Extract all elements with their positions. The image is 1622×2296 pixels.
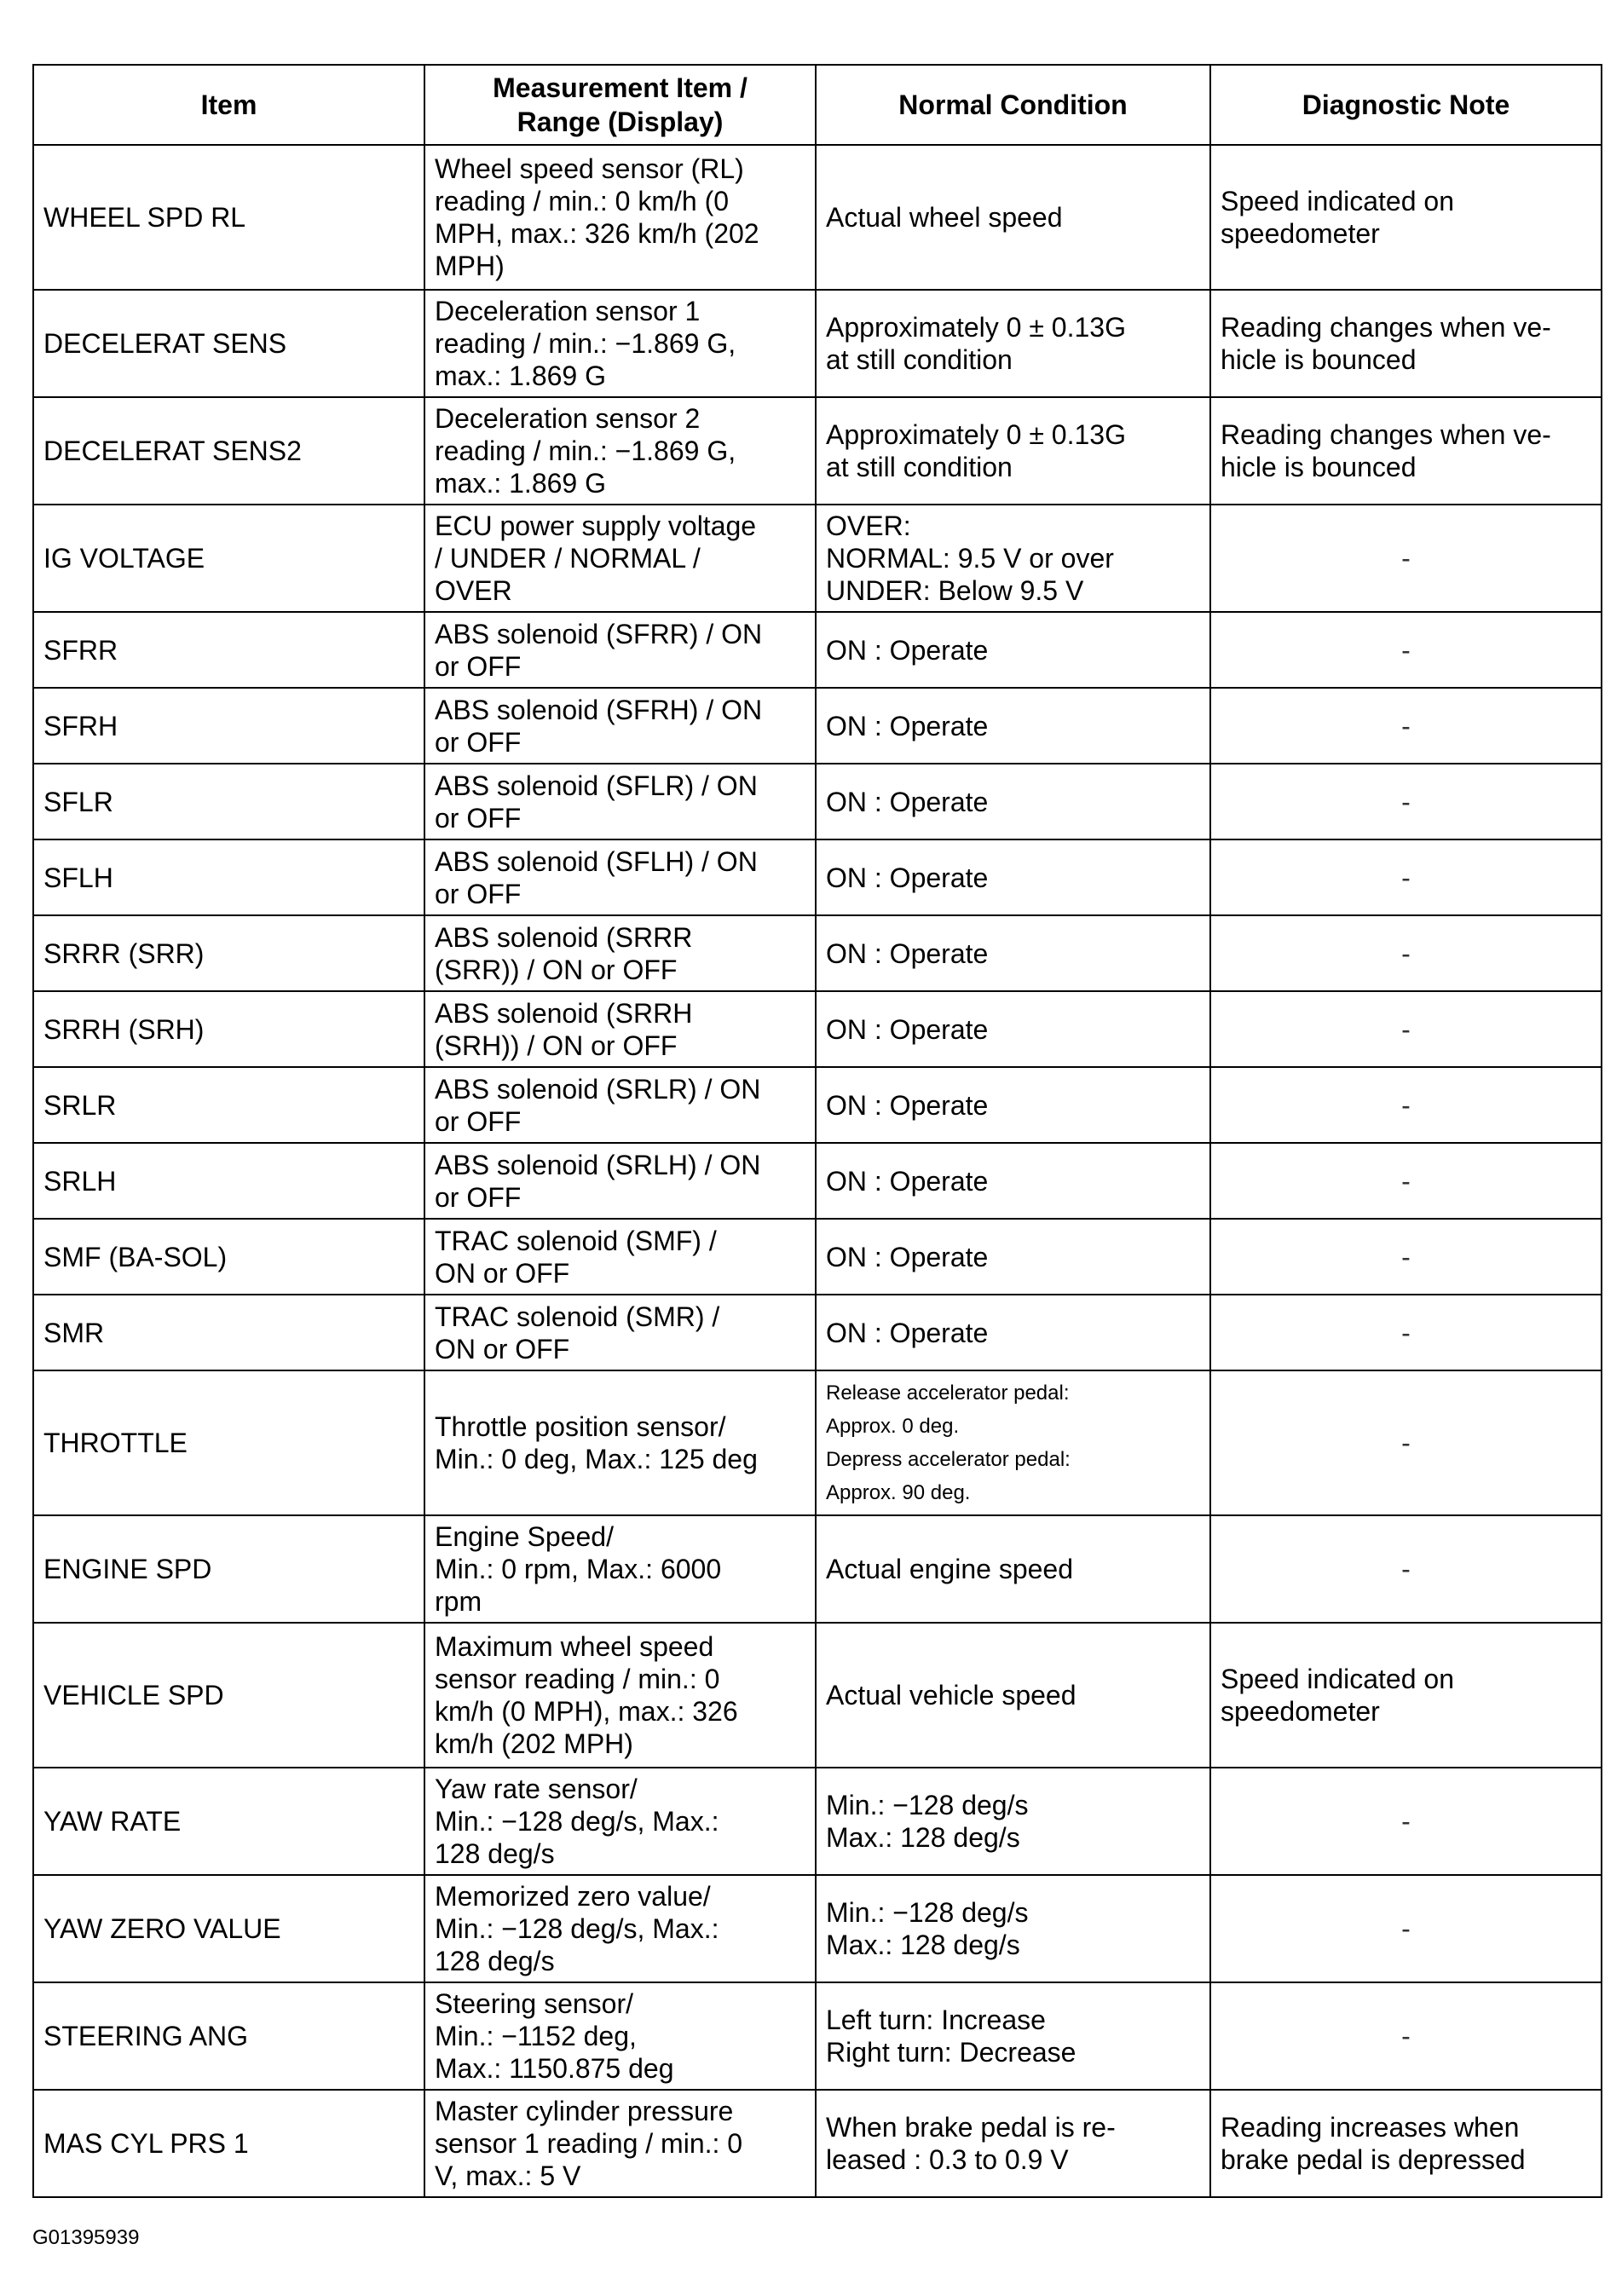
cell-diagnostic-note: - [1210, 1295, 1602, 1370]
cell-measurement: Maximum wheel speed sensor reading / min.: 0 km/h (0 MPH), max.: 326 km/h (202 MPH) [424, 1623, 816, 1768]
cell-item: SRLH [33, 1143, 424, 1219]
cell-item: SRRH (SRH) [33, 991, 424, 1067]
cell-item: SFLH [33, 839, 424, 915]
cell-item: IG VOLTAGE [33, 505, 424, 612]
cell-measurement: ABS solenoid (SFRR) / ON or OFF [424, 612, 816, 688]
cell-normal-condition: ON : Operate [816, 688, 1210, 764]
cell-diagnostic-note: - [1210, 764, 1602, 839]
cell-item: SFRR [33, 612, 424, 688]
cell-measurement: ECU power supply voltage / UNDER / NORMAL / OVER [424, 505, 816, 612]
cell-measurement: Throttle position sensor/ Min.: 0 deg, Max.: 125 deg [424, 1370, 816, 1515]
cell-diagnostic-note: - [1210, 1143, 1602, 1219]
cell-item: SFLR [33, 764, 424, 839]
cell-measurement: Wheel speed sensor (RL) reading / min.: 0 km/h (0 MPH, max.: 326 km/h (202 MPH) [424, 145, 816, 290]
cell-measurement: Yaw rate sensor/ Min.: −128 deg/s, Max.: 128 deg/s [424, 1768, 816, 1875]
cell-diagnostic-note: - [1210, 1768, 1602, 1875]
cell-diagnostic-note: - [1210, 505, 1602, 612]
cell-diagnostic-note: - [1210, 1067, 1602, 1143]
cell-item: VEHICLE SPD [33, 1623, 424, 1768]
cell-item: SRRR (SRR) [33, 915, 424, 991]
cell-diagnostic-note: - [1210, 991, 1602, 1067]
cell-normal-condition: When brake pedal is re- leased : 0.3 to 0.9 V [816, 2090, 1210, 2197]
cell-item: SMF (BA-SOL) [33, 1219, 424, 1295]
table-row [33, 2090, 1602, 2197]
table-row [33, 1143, 1602, 1219]
cell-measurement: ABS solenoid (SRLH) / ON or OFF [424, 1143, 816, 1219]
cell-normal-condition: ON : Operate [816, 839, 1210, 915]
cell-normal-condition: Approximately 0 ± 0.13G at still condition [816, 397, 1210, 505]
cell-normal-condition: ON : Operate [816, 915, 1210, 991]
table-row [33, 1370, 1602, 1515]
column-header-normal-condition: Normal Condition [816, 65, 1210, 145]
cell-item: DECELERAT SENS [33, 290, 424, 397]
table-row [33, 688, 1602, 764]
cell-diagnostic-note: - [1210, 1515, 1602, 1623]
table-row [33, 1982, 1602, 2090]
cell-diagnostic-note: - [1210, 1875, 1602, 1982]
data-list-table [32, 64, 1602, 2198]
cell-measurement: Master cylinder pressure sensor 1 reading / min.: 0 V, max.: 5 V [424, 2090, 816, 2197]
cell-item: ENGINE SPD [33, 1515, 424, 1623]
cell-normal-condition: Min.: −128 deg/s Max.: 128 deg/s [816, 1768, 1210, 1875]
table-row [33, 915, 1602, 991]
table-row [33, 764, 1602, 839]
table-row [33, 505, 1602, 612]
column-header-measurement: Measurement Item / Range (Display) [424, 65, 816, 145]
cell-diagnostic-note: - [1210, 915, 1602, 991]
cell-measurement: ABS solenoid (SFRH) / ON or OFF [424, 688, 816, 764]
table-row [33, 1623, 1602, 1768]
cell-measurement: Engine Speed/ Min.: 0 rpm, Max.: 6000 rpm [424, 1515, 816, 1623]
cell-normal-condition: Approximately 0 ± 0.13G at still condition [816, 290, 1210, 397]
table-row [33, 1067, 1602, 1143]
cell-normal-condition: ON : Operate [816, 1295, 1210, 1370]
cell-item: SFRH [33, 688, 424, 764]
cell-diagnostic-note: Speed indicated on speedometer [1210, 145, 1602, 290]
cell-item: DECELERAT SENS2 [33, 397, 424, 505]
cell-normal-condition: Actual wheel speed [816, 145, 1210, 290]
cell-measurement: ABS solenoid (SRLR) / ON or OFF [424, 1067, 816, 1143]
cell-normal-condition: Release accelerator pedal: Approx. 0 deg. Depress accelerator pedal: Approx. 90 deg. [816, 1370, 1210, 1515]
table-row [33, 1295, 1602, 1370]
cell-diagnostic-note: Reading changes when ve- hicle is bounced [1210, 290, 1602, 397]
cell-normal-condition: ON : Operate [816, 612, 1210, 688]
table-row [33, 991, 1602, 1067]
cell-measurement: ABS solenoid (SRRR (SRR)) / ON or OFF [424, 915, 816, 991]
cell-normal-condition: Left turn: Increase Right turn: Decrease [816, 1982, 1210, 2090]
table-row [33, 1875, 1602, 1982]
cell-item: STEERING ANG [33, 1982, 424, 2090]
cell-diagnostic-note: - [1210, 839, 1602, 915]
table-row [33, 1515, 1602, 1623]
header-row [33, 65, 1602, 145]
cell-measurement: ABS solenoid (SFLH) / ON or OFF [424, 839, 816, 915]
table-body [33, 145, 1602, 2197]
cell-measurement: Deceleration sensor 1 reading / min.: −1.869 G, max.: 1.869 G [424, 290, 816, 397]
cell-item: MAS CYL PRS 1 [33, 2090, 424, 2197]
figure-code: G01395939 [32, 2226, 140, 2249]
cell-item: THROTTLE [33, 1370, 424, 1515]
table-header [33, 65, 1602, 145]
table-row [33, 290, 1602, 397]
cell-item: WHEEL SPD RL [33, 145, 424, 290]
column-header-diagnostic-note: Diagnostic Note [1210, 65, 1602, 145]
column-header-item: Item [33, 65, 424, 145]
cell-measurement: Steering sensor/ Min.: −1152 deg, Max.: 1150.875 deg [424, 1982, 816, 2090]
cell-normal-condition: ON : Operate [816, 1219, 1210, 1295]
cell-measurement: TRAC solenoid (SMR) / ON or OFF [424, 1295, 816, 1370]
cell-normal-condition: OVER: NORMAL: 9.5 V or over UNDER: Below 9.5 V [816, 505, 1210, 612]
cell-diagnostic-note: - [1210, 1982, 1602, 2090]
cell-measurement: ABS solenoid (SFLR) / ON or OFF [424, 764, 816, 839]
cell-item: SRLR [33, 1067, 424, 1143]
cell-item: YAW ZERO VALUE [33, 1875, 424, 1982]
cell-item: SMR [33, 1295, 424, 1370]
cell-diagnostic-note: - [1210, 1219, 1602, 1295]
table-row [33, 1219, 1602, 1295]
table-row [33, 145, 1602, 290]
cell-measurement: ABS solenoid (SRRH (SRH)) / ON or OFF [424, 991, 816, 1067]
cell-normal-condition: ON : Operate [816, 764, 1210, 839]
table-row [33, 612, 1602, 688]
cell-normal-condition: ON : Operate [816, 991, 1210, 1067]
cell-item: YAW RATE [33, 1768, 424, 1875]
cell-diagnostic-note: - [1210, 1370, 1602, 1515]
cell-diagnostic-note: - [1210, 612, 1602, 688]
table-row [33, 397, 1602, 505]
cell-diagnostic-note: Speed indicated on speedometer [1210, 1623, 1602, 1768]
table-row [33, 839, 1602, 915]
cell-normal-condition: ON : Operate [816, 1067, 1210, 1143]
cell-measurement: Deceleration sensor 2 reading / min.: −1.869 G, max.: 1.869 G [424, 397, 816, 505]
cell-diagnostic-note: Reading changes when ve- hicle is bounced [1210, 397, 1602, 505]
cell-diagnostic-note: - [1210, 688, 1602, 764]
cell-normal-condition: Actual engine speed [816, 1515, 1210, 1623]
cell-diagnostic-note: Reading increases when brake pedal is depressed [1210, 2090, 1602, 2197]
cell-normal-condition: Actual vehicle speed [816, 1623, 1210, 1768]
cell-normal-condition: ON : Operate [816, 1143, 1210, 1219]
cell-measurement: Memorized zero value/ Min.: −128 deg/s, Max.: 128 deg/s [424, 1875, 816, 1982]
table-row [33, 1768, 1602, 1875]
data-list-sheet [32, 64, 1601, 2198]
cell-measurement: TRAC solenoid (SMF) / ON or OFF [424, 1219, 816, 1295]
cell-normal-condition: Min.: −128 deg/s Max.: 128 deg/s [816, 1875, 1210, 1982]
